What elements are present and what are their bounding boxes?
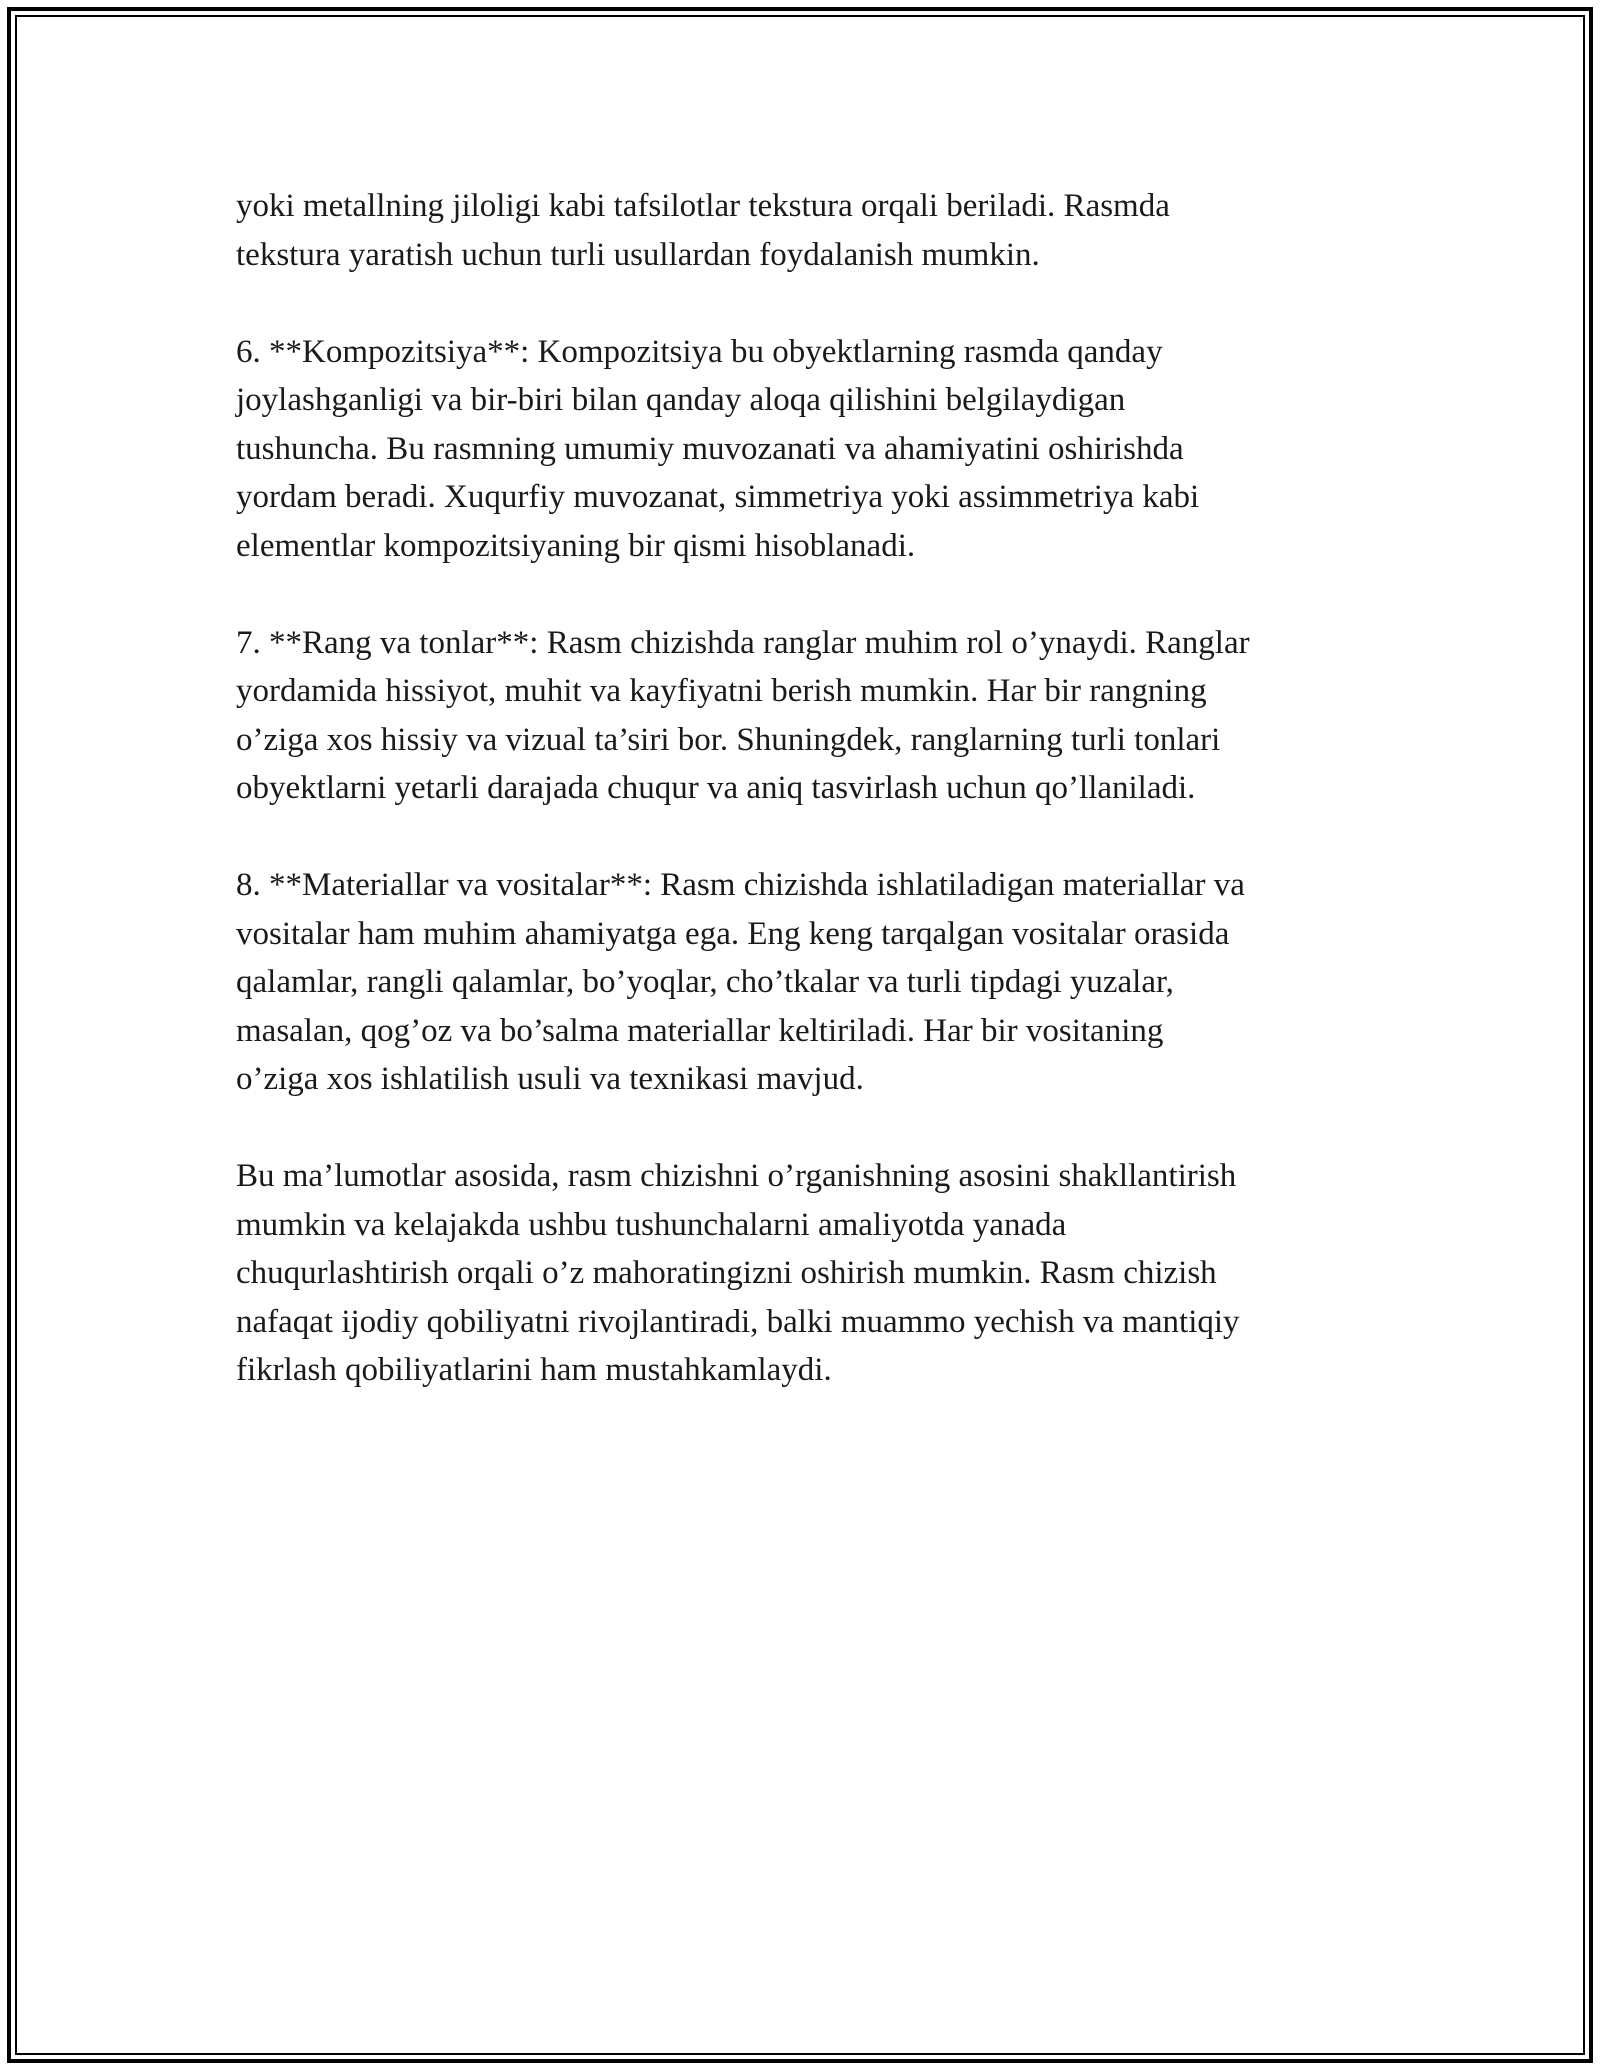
paragraph-texture-continuation: yoki metallning jiloligi kabi tafsilotlar tekstura orqali beriladi. Rasmda tekstura yaratish uchun turli usullardan foydalanish mumkin. <box>236 188 1170 273</box>
paragraph-conclusion: Bu ma’lumotlar asosida, rasm chizishni o’rganishning asosini shakllantirish mumkin va kelajakda ushbu tushunchalarni amaliyotda yanada chuqurlashtirish orqali o’z mahoratingizni oshirish mumkin. Rasm chizish nafaqat ijodiy qobiliyatni rivojlantiradi, balki muammo yechish va mantiqiy fikrlash qobiliyatlarini ham mustahkamlaydi. <box>236 1158 1240 1388</box>
paragraph-composition: 6. **Kompozitsiya**: Kompozitsiya bu obyektlarning rasmda qanday joylashganligi va bir-biri bilan qanday aloqa qilishini belgilaydigan tushuncha. Bu rasmning umumiy muvozanati va ahamiyatini oshirishda yordam beradi. Xuqurfiy muvozanat, simmetriya yoki assimmetriya kabi elementlar kompozitsiyaning bir qismi hisoblanadi. <box>236 333 1200 564</box>
document-body <box>236 182 1386 1443</box>
paragraph-materials-and-tools: 8. **Materiallar va vositalar**: Rasm chizishda ishlatiladigan materiallar va vositalar ham muhim ahamiyatga ega. Eng keng tarqalgan vositalar orasida qalamlar, rangli qalamlar, bo’yoqlar, cho’tkalar va turli tipdagi yuzalar, masalan, qog’oz va bo’salma materiallar keltiriladi. Har bir vositaning o’ziga xos ishlatilish usuli va texnikasi mavjud. <box>236 867 1245 1097</box>
paragraph-color-and-tones: 7. **Rang va tonlar**: Rasm chizishda ranglar muhim rol o’ynaydi. Ranglar yordamida hissiyot, muhit va kayfiyatni berish mumkin. Har bir rangning o’ziga xos hissiy va vizual ta’siri bor. Shuningdek, ranglarning turli tonlari obyektlarni yetarli darajada chuqur va aniq tasvirlash uchun qo’llaniladi. <box>236 624 1250 806</box>
